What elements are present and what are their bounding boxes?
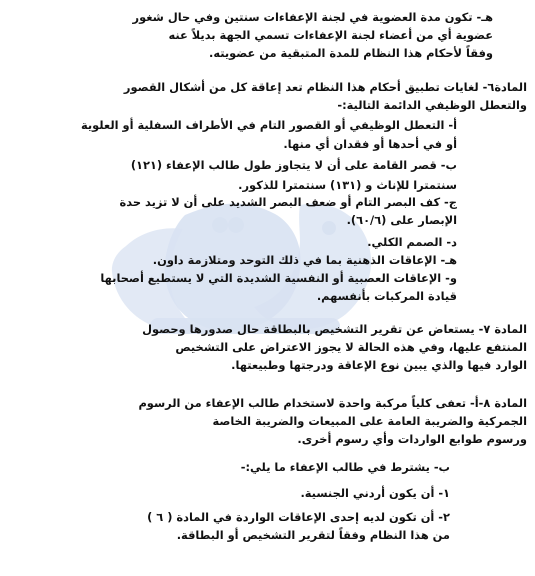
- document-line: ج- كف البصر التام أو ضعف البصر الشديد على أن لا تزيد حدة: [119, 195, 457, 209]
- document-line: سنتمترا للإناث و (١٣١) سنتمترا للذكور.: [238, 178, 457, 192]
- document-line: د- الصمم الكلي.: [367, 235, 457, 249]
- document-line: وفقاً لأحكام هذا النظام للمدة المتبقية من عضويته.: [209, 46, 493, 60]
- document-line: الوارد فيها والذي يبين نوع الإعاقة ودرجتها وطبيعتها.: [231, 358, 527, 372]
- document-line: ٢- أن تكون لديه إحدى الإعاقات الواردة في المادة ( ٦ ): [147, 510, 450, 524]
- document-line: ورسوم طوابع الواردات وأي رسوم أخرى.: [297, 432, 527, 446]
- document-line: عضوية أي من أعضاء لجنة الإعفاءات تسمي الجهة بديلاً عنه: [168, 28, 493, 42]
- document-line: أ- التعطل الوظيفي أو القصور التام في الأطراف السفلية أو العلوية: [80, 118, 457, 132]
- document-line: المنتفع عليها، وفي هذه الحالة لا يجوز الاعتراض على التشخيص: [175, 340, 527, 354]
- document-line: المادة٦- لغايات تطبيق أحكام هذا النظام تعد إعاقة كل من أشكال القصور: [123, 80, 527, 94]
- document-line: ب- قصر القامة على أن لا يتجاوز طول طالب الإعفاء (١٢١): [130, 158, 457, 172]
- document-line: من هذا النظام وفقاً لتقرير التشخيص أو البطاقة.: [176, 528, 450, 542]
- document-line: و- الإعاقات العصبية أو النفسية الشديدة التي لا يستطيع أصحابها: [100, 271, 457, 285]
- document-line: ب- يشترط في طالب الإعفاء ما يلي:-: [240, 460, 450, 474]
- document-line: قيادة المركبات بأنفسهم.: [316, 289, 457, 303]
- document-line: والتعطل الوظيفي الدائمة التالية:-: [337, 98, 527, 112]
- document-line: المادة ٨-أ- تعفى كلياً مركبة واحدة لاستخدام طالب الإعفاء من الرسوم: [138, 396, 527, 410]
- document-line: الإبصار على (٦٠/٦).: [346, 213, 457, 227]
- document-line: هـ- تكون مدة العضوية في لجنة الإعفاءات سنتين وفي حال شغور: [132, 10, 493, 24]
- document-line: ١- أن يكون أردني الجنسية.: [300, 486, 450, 500]
- document-line: المادة ٧- يستعاض عن تقرير التشخيص بالبطاقة حال صدورها وحصول: [142, 322, 527, 336]
- document-line: هـ- الإعاقات الذهنية بما في ذلك التوحد ومتلازمة داون.: [152, 253, 457, 267]
- document-line: أو في أحدها أو فقدان أي منها.: [283, 137, 457, 151]
- document-line: الجمركية والضريبة العامة على المبيعات والضريبة الخاصة: [212, 414, 527, 428]
